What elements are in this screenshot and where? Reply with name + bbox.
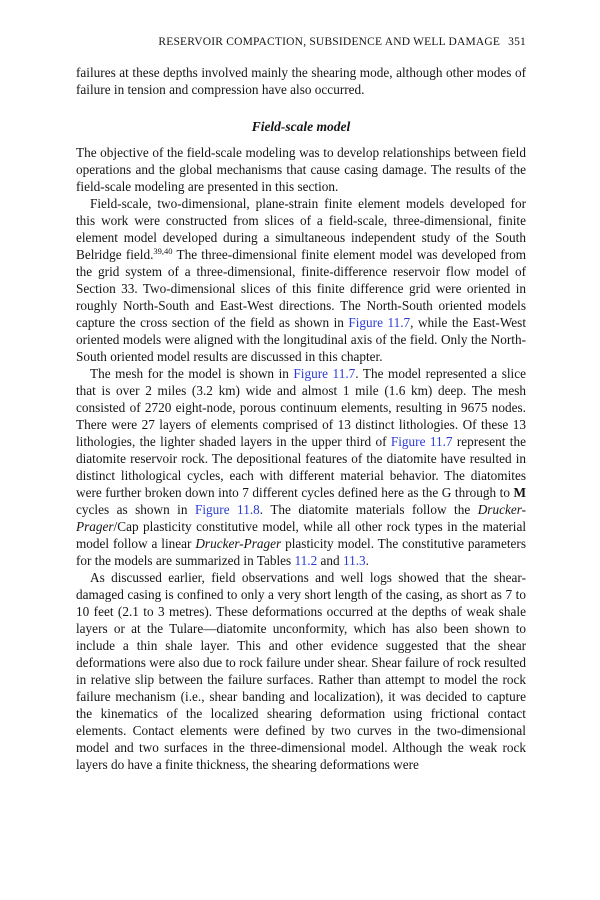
model-name: Drucker-Prager [76, 502, 527, 534]
paragraph-mesh: The mesh for the model is shown in Figure 11.7. The model represented a slice that is over 2 miles (3.2 km) wide and almost 1 mile (1.6 km) deep. The mesh consisted of 2720 eight-node, porous continuum elements, resulting in 9675 nodes. There were 27 layers of elements comprised of 13 distinct lithologies. Of these 13 lithologies, the lighter shaded layers in the upper third of Figure 11.7 represent the diatomite reservoir rock. The depositional features of the diatomite have resulted in distinct lithological cycles, each with different material behavior. The diatomites were further broken down into 7 different cycles defined here as the G through to M cycles as shown in Figure 11.8. The diatomite materials follow the Drucker-Prager/Cap plasticity constitutive model, while all other rock types in the material model follow a linear Drucker-Prager plasticity model. The constitutive parameters for the models are summarized in Tables 11.2 and 11.3. [76, 366, 527, 568]
paragraph-model-description: Field-scale, two-dimensional, plane-strain finite element models developed for this work were constructed from slices of a field-scale, three-dimensional, finite element model developed during a simultaneous independent study of the South Belridge field.$^{39,40}$ The three-dimensional finite element model was developed from the grid system of a three-dimensional, finite-difference reservoir flow model of Section 33. Two-dimensional slices of this finite difference grid were oriented in roughly North-South and East-West directions. The North-South oriented models capture the cross section of the field as shown in Figure 11.7, while the East-West oriented models were aligned with the longitudinal axis of the field. Only the North-South oriented model results are discussed in this chapter. [76, 196, 526, 364]
paragraph-continuation: failures at these depths involved mainly the shearing mode, although other modes of failure in tension and compression have also occurred. [76, 65, 526, 97]
running-title: RESERVOIR COMPACTION, SUBSIDENCE AND WELL DAMAGE [158, 36, 501, 48]
figure-link[interactable]: Figure 11.7 [293, 366, 356, 381]
figure-link[interactable]: Figure 11.7 [348, 315, 411, 330]
paragraph-objective: The objective of the field-scale modeling was to develop relationships between field operations and the global mechanisms that cause casing damage. The results of the field-scale modeling are presented in this section. [76, 145, 526, 194]
table-link[interactable]: 11.3 [342, 553, 366, 568]
paragraph-shear-damage: As discussed earlier, field observations and well logs showed that the shear-damaged casing is confined to only a very short length of the casing, as short as 7 to 10 feet (2.1 to 3 metres). These deformations occurred at the depths of weak shale layers or at the Tulare—diatomite unconformity, which has also been shown to include a thin shale layer. This and other evidence suggested that the shear deformations were also due to rock failure under shear. Shear failure of rock resulted in relative slip between the failure surfaces. Rather than attempt to model the rock failure mechanism (i.e., shear banding and localization), it was decided to capture the kinematics of the localized shearing deformation using frictional contact elements. Contact elements were defined by two curves in the two-dimensional model and two surfaces in the three-dimensional model. Although the weak rock layers do have a finite thickness, the shearing deformations were [76, 570, 526, 772]
figure-link[interactable]: Figure 11.8 [194, 502, 260, 517]
model-name: Drucker-Prager [195, 536, 282, 551]
citation-ref[interactable]: 39,40 [153, 246, 173, 256]
figure-link[interactable]: Figure 11.7 [390, 434, 453, 449]
table-link[interactable]: 11.2 [294, 553, 318, 568]
running-header [76, 36, 526, 48]
page-body [76, 64, 526, 773]
cycle-letter: M [513, 485, 526, 500]
page-number: 351 [508, 36, 526, 48]
section-heading: Field-scale model [251, 119, 351, 134]
